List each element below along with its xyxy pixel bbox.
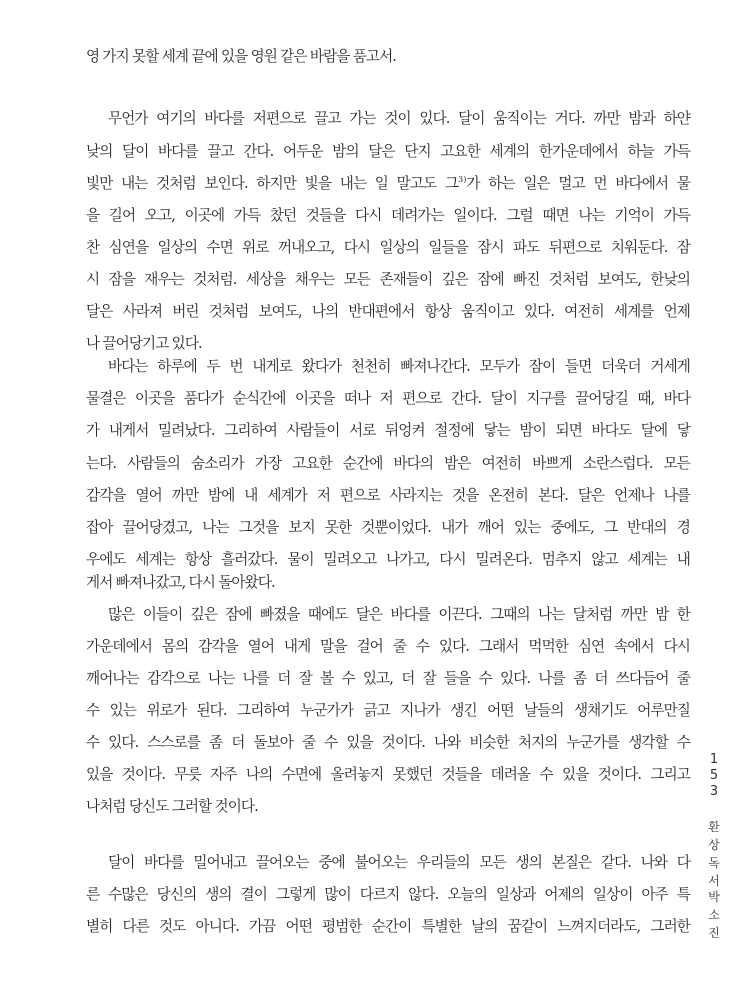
author-name-char: 소 [708, 908, 720, 922]
text-line: 게서 빠져나갔고, 다시 돌아왔다. [86, 574, 275, 591]
text-segment: 가 하는 일은 멀고 먼 바다에서 물 [466, 175, 690, 192]
text-line: 바다는 하루에 두 번 내게로 왔다가 천천히 빠져나간다. 모두가 잠이 들면 더욱더 거세게 [108, 358, 690, 375]
text-line: 른 수많은 당신의 생의 결이 그렇게 많이 다르지 않다. 오늘의 일상과 어제의 일상이 아주 특 [86, 886, 690, 903]
text-line: 나처럼 당신도 그러할 것이다. [86, 798, 258, 815]
text-line: 달이 바다를 밀어내고 끌어오는 중에 불어오는 우리들의 모든 생의 본질은 같다. 나와 다 [108, 854, 690, 871]
page-number-digit: 3 [709, 784, 719, 799]
text-line: 가 내게서 밀려났다. 그리하여 사람들이 서로 뒤엉켜 절정에 닿는 밤이 되면 바다도 달에 닿 [86, 422, 690, 439]
text-line [86, 174, 690, 194]
text-line: 을 길어 오고, 이곳에 가득 찼던 것들을 다시 데려가는 일이다. 그럴 때면 나는 기억이 가득 [86, 207, 690, 224]
text-line: 별히 다른 것도 아니다. 가끔 어떤 평범한 순간이 특별한 날의 꿈같이 느껴지더라도, 그러한 [86, 918, 690, 935]
text-line: 낮의 달이 바다를 끌고 간다. 어두운 밤의 달은 단지 고요한 세계의 한가운데에서 하늘 가득 [86, 143, 690, 160]
book-title [705, 818, 723, 890]
text-line: 영 가지 못할 세계 끝에 있을 영원 같은 바람을 품고서. [86, 48, 397, 65]
text-line: 달은 사라져 버린 것처럼 보여도, 나의 반대편에서 항상 움직이고 있다. 여전히 세계를 언제 [86, 303, 690, 320]
text-line: 수 있는 위로가 된다. 그리하여 누군가가 긁고 지나가 생긴 어떤 날들의 생채기도 어루만질 [86, 702, 690, 719]
page-number-digit: 1 [709, 752, 719, 767]
text-line: 가운데에서 몸의 감각을 열어 내게 말을 걸어 줄 수 있다. 그래서 먹먹한 심연 속에서 다시 [86, 638, 690, 655]
author-name-char: 진 [708, 926, 720, 940]
page-number-digit: 5 [709, 768, 719, 783]
text-segment: 빛만 내는 것처럼 보인다. 하지만 빛을 내는 일 말고도 그 [86, 175, 459, 192]
text-line: 시 잠을 재우는 것처럼. 세상을 채우는 모든 존재들이 깊은 잠에 빠진 것처럼 보여도, 한낮의 [86, 271, 690, 288]
book-title-char: 환 [708, 820, 720, 834]
book-title-char: 상 [708, 838, 720, 852]
text-line: 찬 심연을 일상의 수면 위로 꺼내오고, 다시 일상의 일들을 잠시 파도 뒤편으로 치워둔다. 잠 [86, 239, 690, 256]
text-line: 나 끌어당기고 있다. [86, 335, 202, 352]
text-line: 는다. 사람들의 숨소리가 가장 고요한 순간에 바다의 밤은 여전히 바쁘게 소란스럽다. 모든 [86, 455, 690, 472]
text-line: 많은 이들이 깊은 잠에 빠졌을 때에도 달은 바다를 이끈다. 그때의 나는 달처럼 까만 밤 한 [108, 606, 690, 623]
text-line: 우에도 세계는 항상 흘러갔다. 물이 밀려오고 나가고, 다시 밀려온다. 멈추지 않고 세계는 내 [86, 551, 690, 568]
footnote-marker: 3) [458, 175, 467, 184]
author-name-char: 박 [708, 890, 720, 904]
author-name [705, 888, 723, 942]
book-title-char: 독 [708, 856, 720, 870]
text-line: 무언가 여기의 바다를 저편으로 끌고 가는 것이 있다. 달이 움직이는 거다. 까만 밤과 하얀 [108, 110, 690, 127]
text-line: 수 있다. 스스로를 좀 더 돌보아 줄 수 있을 것이다. 나와 비슷한 처지의 누군가를 생각할 수 [86, 734, 690, 751]
page-number [705, 752, 723, 800]
book-title-char: 서 [708, 874, 720, 888]
text-line: 깨어나는 감각으로 나는 나를 더 잘 볼 수 있고, 더 잘 들을 수 있다. 나를 좀 더 쓰다듬어 줄 [86, 670, 690, 687]
text-line: 물결은 이곳을 품다가 순식간에 이곳을 떠나 저 편으로 간다. 달이 지구를 끌어당길 때, 바다 [86, 390, 690, 407]
text-line: 있을 것이다. 무릇 자주 나의 수면에 올려놓지 못했던 것들을 데려올 수 있을 것이다. 그리고 [86, 766, 690, 783]
text-line: 감각을 열어 까만 밤에 내 세계가 저 편으로 사라지는 것을 온전히 본다. 달은 언제나 나를 [86, 487, 690, 504]
text-line: 잡아 끌어당겼고, 나는 그것을 보지 못한 것뿐이었다. 내가 깨어 있는 중에도, 그 반대의 경 [86, 519, 690, 536]
